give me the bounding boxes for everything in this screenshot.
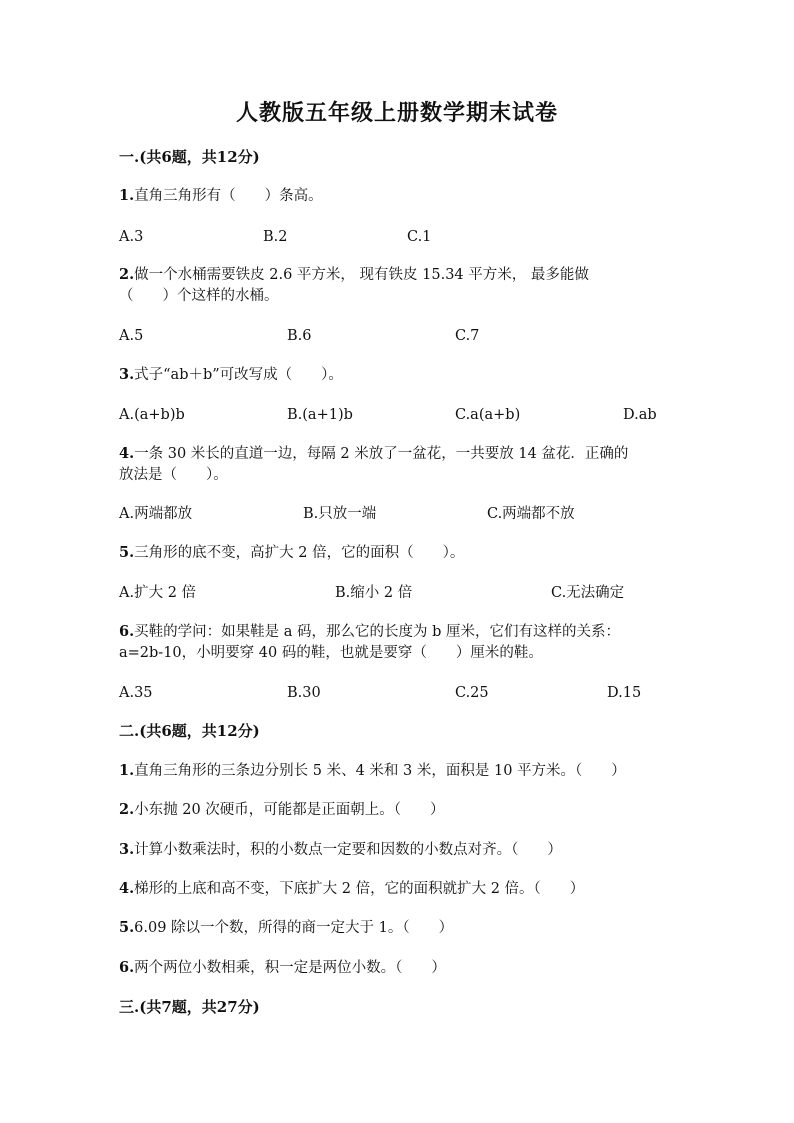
option-a: A.(a+b)b <box>119 407 185 423</box>
option-c: C.无法确定 <box>551 585 625 601</box>
option-b: B.6 <box>287 328 312 344</box>
option-c: C.两端都不放 <box>487 506 575 522</box>
option-a: A.扩大 2 倍 <box>119 585 197 601</box>
question-text: 梯形的上底和高不变，下底扩大 2 倍，它的面积就扩大 2 倍。（ ） <box>134 881 585 897</box>
question-number: 2. <box>119 266 135 283</box>
option-c: C.25 <box>455 685 489 701</box>
option-a: A.两端都放 <box>119 506 193 522</box>
question-1-4 <box>119 444 628 464</box>
question-text: 一条 30 米长的直道一边，每隔 2 米放了一盆花，一共要放 14 盆花．正确的 <box>134 446 629 462</box>
option-a: A.3 <box>119 229 144 245</box>
question-number: 4. <box>119 880 135 897</box>
question-2-1 <box>119 761 626 781</box>
question-text: 买鞋的学问：如果鞋是 a 码，那么它的长度为 b 厘米，它们有这样的关系： <box>134 624 621 640</box>
option-b: B.30 <box>287 685 321 701</box>
question-number: 3. <box>119 366 135 383</box>
question-text: 两个两位小数相乘，积一定是两位小数。（ ） <box>134 960 446 976</box>
question-text: 做一个水桶需要铁皮 2.6 平方米， 现有铁皮 15.34 平方米， 最多能做 <box>134 267 589 283</box>
question-2-2 <box>119 800 445 820</box>
section-heading-1: 一.(共6题，共12分) <box>119 148 260 166</box>
question-number: 2. <box>119 801 135 818</box>
question-text: 直角三角形有（ ）条高。 <box>134 188 323 204</box>
question-text: 直角三角形的三条边分别长 5 米、4 米和 3 米，面积是 10 平方米。（ ） <box>134 763 626 779</box>
option-a: A.5 <box>119 328 144 344</box>
question-1-3 <box>119 365 343 385</box>
option-b: B.只放一端 <box>303 506 377 522</box>
question-text: 小东抛 20 次硬币，可能都是正面朝上。（ ） <box>134 802 445 818</box>
question-2-5 <box>119 918 453 938</box>
question-1-2 <box>119 265 589 285</box>
option-c: C.7 <box>455 328 480 344</box>
section-heading-2: 二.(共6题，共12分) <box>119 722 260 740</box>
option-b: B.(a+1)b <box>287 407 353 423</box>
question-text: 6.09 除以一个数，所得的商一定大于 1。（ ） <box>134 920 454 936</box>
question-1-6-continued: a=2b-10，小明要穿 40 码的鞋，也就是要穿（ ）厘米的鞋。 <box>119 645 543 661</box>
question-number: 5. <box>119 919 135 936</box>
question-number: 3. <box>119 841 135 858</box>
question-number: 1. <box>119 187 135 204</box>
question-number: 6. <box>119 959 135 976</box>
option-a: A.35 <box>119 685 153 701</box>
question-2-6 <box>119 958 446 978</box>
question-2-3 <box>119 840 562 860</box>
question-number: 4. <box>119 445 135 462</box>
question-1-2-continued: （ ）个这样的水桶。 <box>119 288 279 304</box>
option-d: D.15 <box>607 685 642 701</box>
question-number: 6. <box>119 623 135 640</box>
question-2-4 <box>119 879 584 899</box>
question-1-6 <box>119 622 620 642</box>
question-text: 式子“ab＋b”可改写成（ ）。 <box>134 367 343 383</box>
option-c: C.1 <box>407 229 432 245</box>
question-number: 1. <box>119 762 135 779</box>
section-heading-3: 三.(共7题，共27分) <box>119 998 260 1016</box>
question-1-1 <box>119 186 323 206</box>
question-number: 5. <box>119 544 135 561</box>
option-b: B.2 <box>263 229 288 245</box>
question-text: 计算小数乘法时，积的小数点一定要和因数的小数点对齐。（ ） <box>134 842 562 858</box>
option-c: C.a(a+b) <box>455 407 521 423</box>
question-text: 三角形的底不变，高扩大 2 倍，它的面积（ ）。 <box>134 545 465 561</box>
option-b: B.缩小 2 倍 <box>335 585 413 601</box>
question-1-4-continued: 放法是（ ）。 <box>119 467 228 483</box>
option-d: D.ab <box>623 407 657 423</box>
page-title: 人教版五年级上册数学期末试卷 <box>235 100 558 126</box>
question-1-5 <box>119 543 464 563</box>
